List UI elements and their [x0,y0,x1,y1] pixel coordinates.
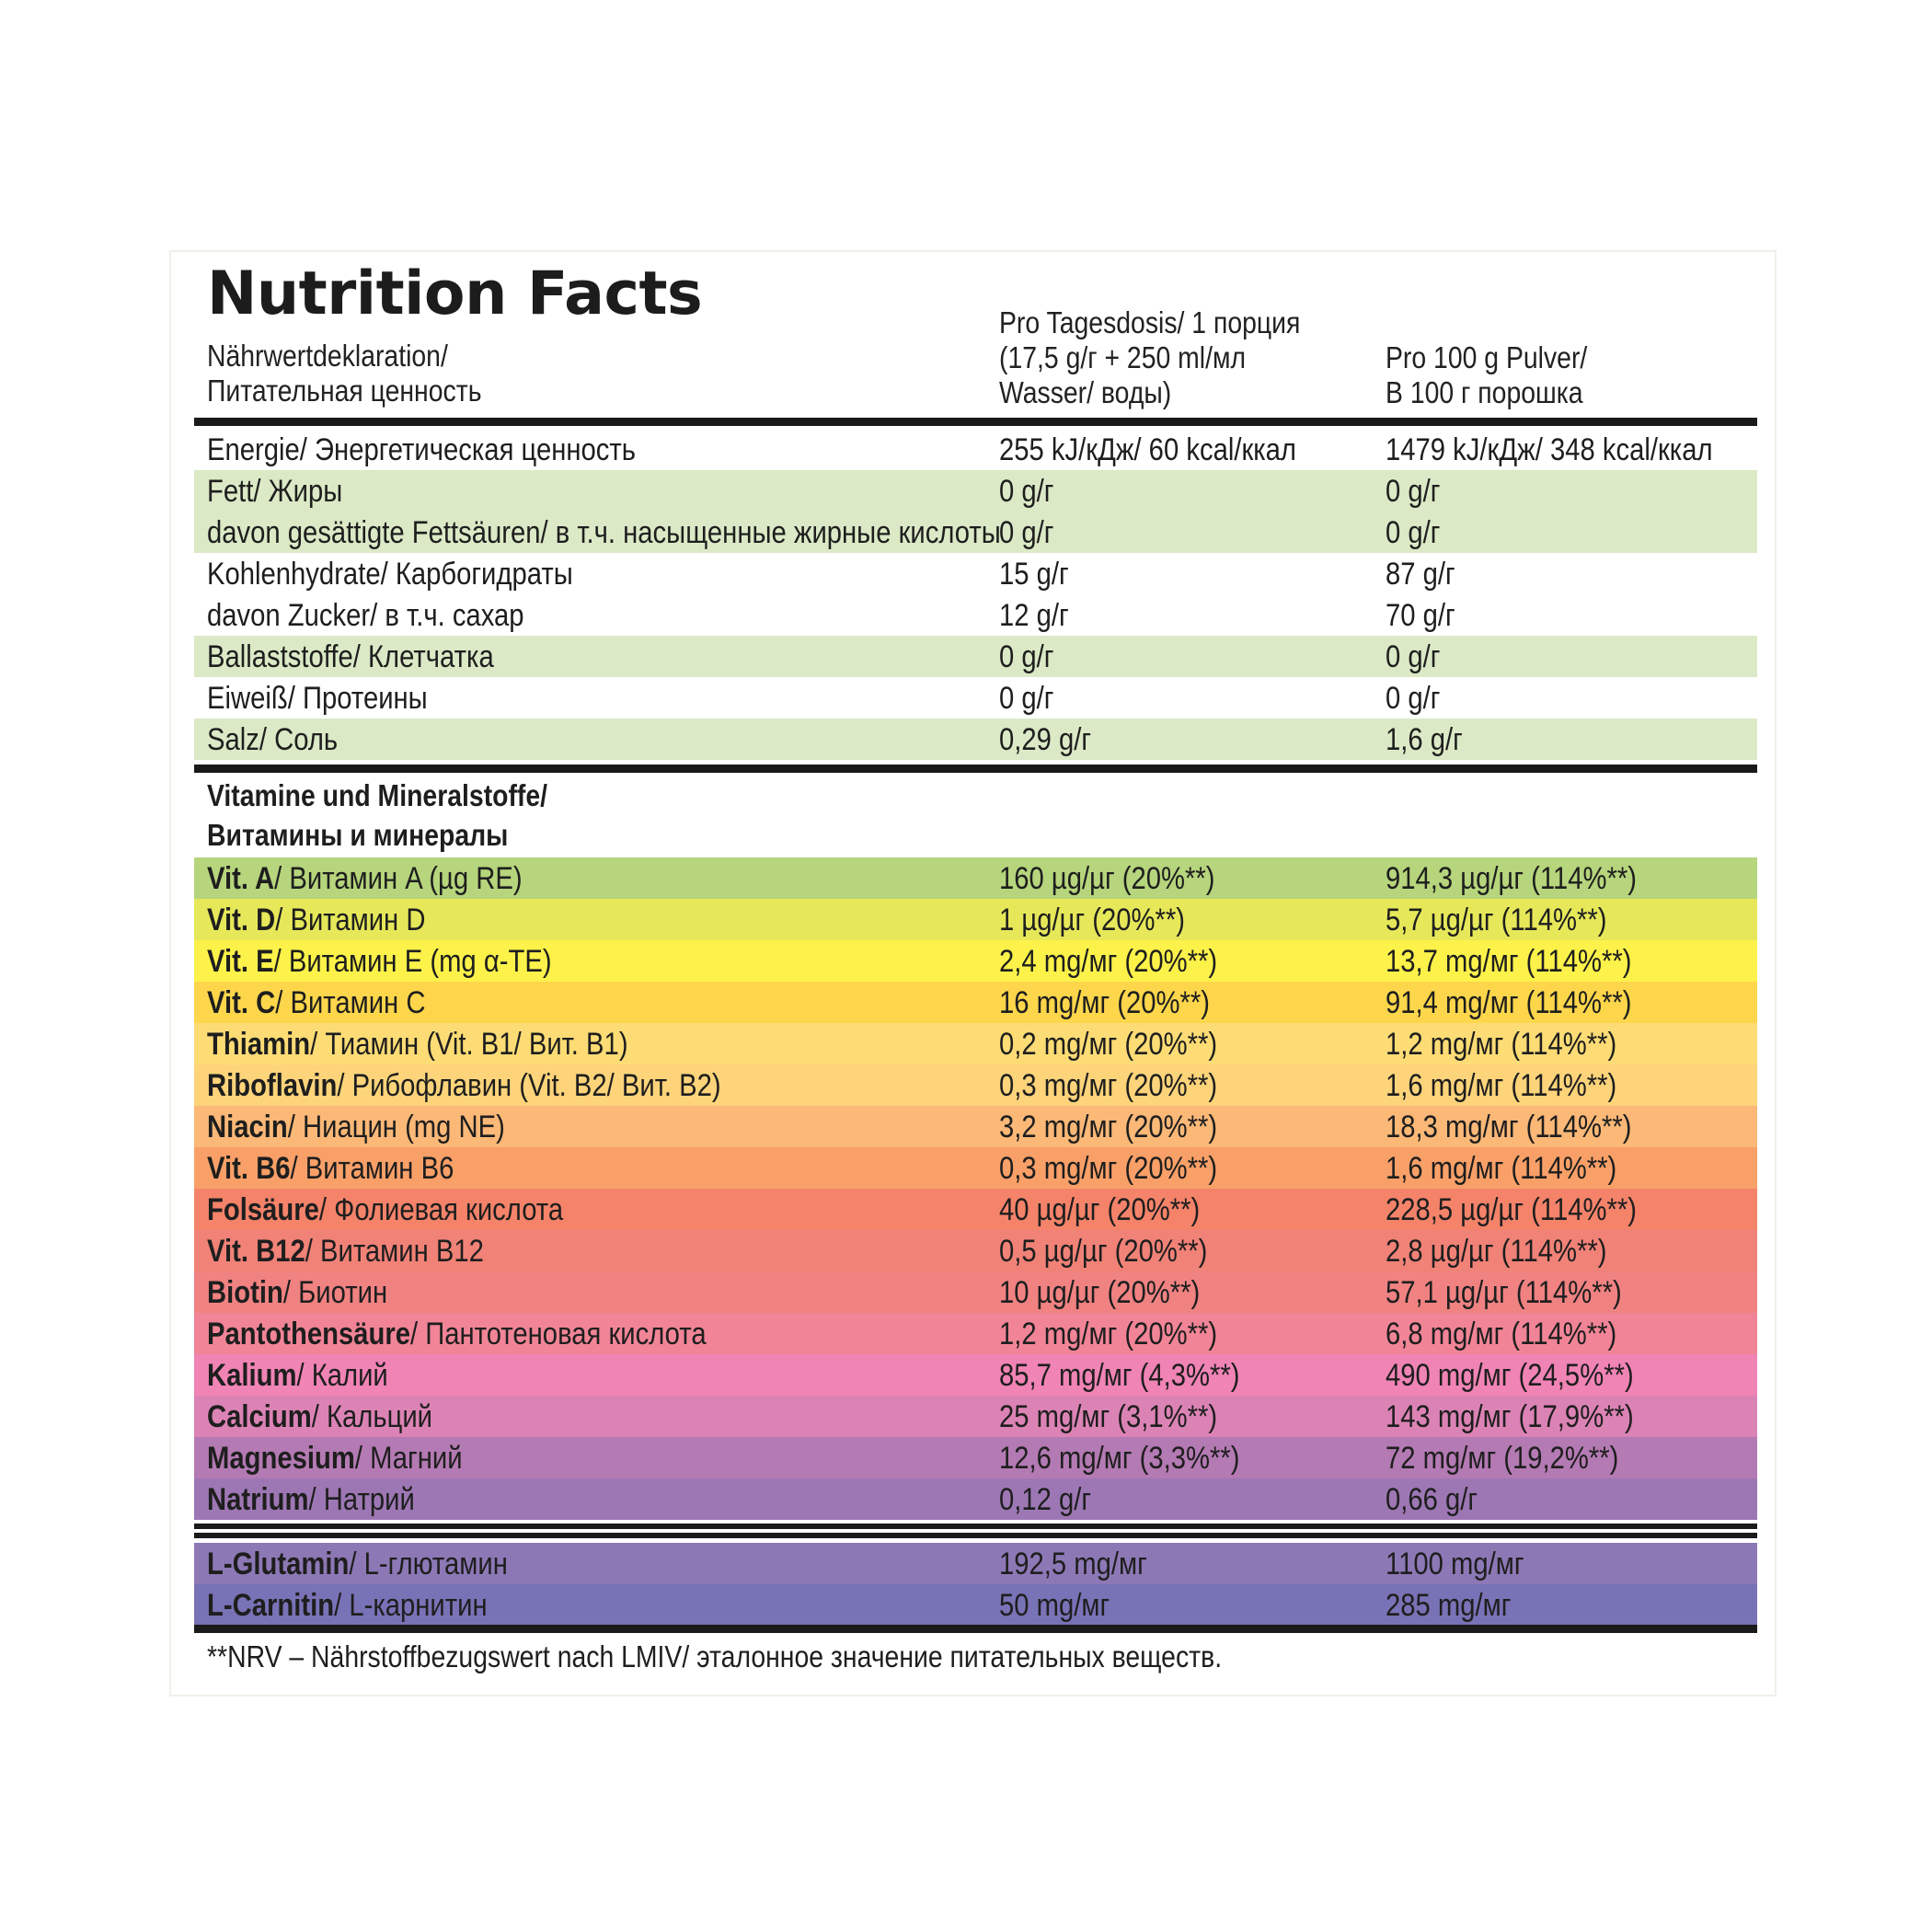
per-serving-value: 0,3 mg/мг (20%**) [999,1151,1218,1186]
section-divider [194,765,1757,773]
row-label-name: L-Glutamin [207,1547,350,1581]
row-label [207,1584,488,1626]
row-label-name: Folsäure [207,1192,319,1227]
row-label [207,1064,721,1106]
row-label-name: Natrium [207,1482,309,1517]
per-serving-value: 0,12 g/г [999,1482,1092,1517]
footnote: **NRV – Nährstoffbezugswert nach LMIV/ эталонное значение питательных веществ. [207,1639,1223,1673]
per-100g-value: 87 g/г [1386,557,1455,592]
row-label-detail: / L-карнитин [334,1588,488,1623]
row-label-name: Kalium [207,1358,297,1393]
per-100g-value: 228,5 µg/µг (114%**) [1386,1192,1638,1227]
per-serving-value: 10 µg/µг (20%**) [999,1275,1201,1310]
table-row [194,1584,1757,1626]
row-label-detail: / Калий [296,1358,388,1393]
table-row [194,940,1757,982]
per-100g-value: 914,3 µg/µг (114%**) [1386,861,1638,896]
per-100g-value: 490 mg/мг (24,5%**) [1386,1358,1634,1393]
per-100g-value: 0 g/г [1386,515,1441,550]
row-label [207,1230,484,1271]
per-100g-value: 1,6 g/г [1386,722,1463,757]
per-100g-value: 1,6 mg/мг (114%**) [1386,1151,1617,1186]
per-100g-value: 91,4 mg/мг (114%**) [1386,985,1632,1020]
row-label-detail: / Фолиевая кислота [318,1192,564,1227]
row-label [207,1543,508,1584]
table-row [194,1064,1757,1106]
table-row [194,1313,1757,1354]
row-label-detail: / Витамин D [275,903,426,937]
per-100g-value: 0 g/г [1386,639,1441,674]
per-100g-value: 143 mg/мг (17,9%**) [1386,1399,1634,1434]
row-label: Eiweiß/ Протеины [207,681,428,716]
per-100g-value: 0,66 g/г [1386,1482,1478,1517]
row-label [207,1189,563,1230]
per-serving-value: 192,5 mg/мг [999,1547,1147,1581]
table-row [194,1478,1757,1520]
per-100g-value: 1,2 mg/мг (114%**) [1386,1027,1617,1062]
table-row [194,429,1757,470]
row-label [207,857,523,899]
table-row [194,677,1757,719]
per-serving-value: 0 g/г [999,474,1054,509]
per-serving-value: 25 mg/мг (3,1%**) [999,1399,1218,1434]
table-row [194,899,1757,940]
per-serving-value: 12 g/г [999,598,1069,633]
row-label-detail: / Магний [354,1441,463,1476]
table-row [194,719,1757,760]
table-row [194,1189,1757,1230]
per-serving-value: 1 µg/µг (20%**) [999,903,1186,937]
row-label-detail: / L-глютамин [349,1547,508,1581]
row-label: Energie/ Энергетическая ценность [207,432,637,467]
row-label-detail: / Ниацин (mg NE) [287,1110,505,1144]
table-row [194,470,1757,512]
per-100g-value: 5,7 µg/µг (114%**) [1386,903,1607,937]
header-label-line1: Nährwertdeklaration/ [207,339,448,373]
per-serving-value: 0,5 µg/µг (20%**) [999,1234,1208,1269]
row-label [207,899,425,940]
per-serving-value: 85,7 mg/мг (4,3%**) [999,1358,1240,1393]
per-serving-value: 1,2 mg/мг (20%**) [999,1317,1218,1351]
row-label-name: Magnesium [207,1441,355,1476]
table-row [194,1396,1757,1437]
row-label: Salz/ Соль [207,722,339,757]
row-label-name: Vit. B12 [207,1234,305,1269]
per-serving-value: 0,3 mg/мг (20%**) [999,1068,1218,1103]
per-100g-value: 1100 mg/мг [1386,1547,1524,1581]
row-label-name: Biotin [207,1275,283,1310]
row-label-detail: / Рибофлавин (Vit. B2/ Вит. B2) [337,1068,721,1103]
row-label-name: Vit. D [207,903,276,937]
row-label-detail: / Натрий [308,1482,415,1517]
table-row [194,1271,1757,1313]
row-label [207,940,552,982]
page-title: Nutrition Facts [207,259,703,328]
per-serving-value: 12,6 mg/мг (3,3%**) [999,1441,1240,1476]
per-100g-value: 0 g/г [1386,474,1441,509]
per-100g-value: 1479 kJ/кДж/ 348 kcal/ккал [1386,432,1713,467]
row-label [207,1354,388,1396]
row-label-name: Riboflavin [207,1068,338,1103]
row-label-detail: / Биотин [282,1275,388,1310]
per-100g-value: 285 mg/мг [1386,1588,1512,1623]
per-serving-value: 50 mg/мг [999,1588,1110,1623]
row-label-detail: / Тиамин (Vit. B1/ Вит. B1) [310,1027,628,1062]
header-per-serving-line2: (17,5 g/г + 250 ml/мл [999,340,1247,374]
per-serving-value: 2,4 mg/мг (20%**) [999,944,1218,979]
per-100g-value: 13,7 mg/мг (114%**) [1386,944,1632,979]
row-label [207,1437,463,1478]
table-row [194,1147,1757,1189]
row-label-detail: / Витамин C [275,985,426,1020]
row-label [207,1396,432,1437]
per-serving-value: 0,2 mg/мг (20%**) [999,1027,1218,1062]
per-serving-value: 16 mg/мг (20%**) [999,985,1211,1020]
per-serving-value: 160 µg/µг (20%**) [999,861,1215,896]
row-label [207,982,425,1023]
row-label [207,1106,505,1147]
footer-divider [194,1625,1757,1633]
per-100g-value: 0 g/г [1386,681,1441,716]
per-serving-value: 0 g/г [999,515,1054,550]
row-label [207,1023,628,1064]
table-row [194,1543,1757,1584]
per-serving-value: 40 µg/µг (20%**) [999,1192,1201,1227]
per-100g-value: 57,1 µg/µг (114%**) [1386,1275,1622,1310]
per-100g-value: 1,6 mg/мг (114%**) [1386,1068,1617,1103]
row-label-detail: / Пантотеновая кислота [409,1317,707,1351]
row-label-detail: / Витамин B6 [290,1151,454,1186]
header-per-serving-line3: Wasser/ воды) [999,375,1172,409]
header-per-serving-line1: Pro Tagesdosis/ 1 порция [999,305,1301,339]
row-label: davon Zucker/ в т.ч. сахар [207,598,524,633]
per-serving-value: 0,29 g/г [999,722,1092,757]
per-serving-value: 3,2 mg/мг (20%**) [999,1110,1218,1144]
row-label-name: Vit. C [207,985,276,1020]
per-100g-value: 72 mg/мг (19,2%**) [1386,1441,1619,1476]
amino-divider-bottom [194,1533,1757,1538]
per-serving-value: 0 g/г [999,681,1054,716]
row-label-detail: / Витамин A (µg RE) [274,861,523,896]
table-row [194,594,1757,636]
row-label [207,1147,454,1189]
row-label-name: Thiamin [207,1027,311,1062]
table-row [194,512,1757,553]
row-label-name: Vit. A [207,861,275,896]
row-label: Fett/ Жиры [207,474,343,509]
row-label: davon gesättigte Fettsäuren/ в т.ч. насыщенные жирные кислоты [207,515,1001,550]
row-label [207,1478,415,1520]
row-label-detail: / Витамин B12 [305,1234,484,1269]
per-serving-value: 15 g/г [999,557,1069,592]
table-row [194,1437,1757,1478]
table-row [194,1106,1757,1147]
per-serving-value: 0 g/г [999,639,1054,674]
per-100g-value: 18,3 mg/мг (114%**) [1386,1110,1632,1144]
vitamins-heading-line1: Vitamine und Mineralstoffe/ [207,778,548,812]
row-label: Kohlenhydrate/ Карбогидраты [207,557,573,592]
header-divider [194,418,1757,426]
table-row [194,1230,1757,1271]
row-label [207,1271,387,1313]
table-row [194,1023,1757,1064]
row-label-name: Calcium [207,1399,312,1434]
row-label-detail: / Кальций [311,1399,433,1434]
amino-divider-top [194,1524,1757,1529]
header-per-100g-line2: В 100 г порошка [1386,375,1583,409]
header-label-line2: Питательная ценность [207,374,482,408]
row-label-name: Vit. B6 [207,1151,291,1186]
per-100g-value: 70 g/г [1386,598,1455,633]
table-row [194,857,1757,899]
table-row [194,982,1757,1023]
table-row [194,553,1757,594]
table-row [194,1354,1757,1396]
vitamins-heading-line2: Витамины и минералы [207,818,509,852]
header-per-100g-line1: Pro 100 g Pulver/ [1386,340,1588,374]
row-label-name: Pantothensäure [207,1317,410,1351]
per-serving-value: 255 kJ/кДж/ 60 kcal/ккал [999,432,1296,467]
row-label-detail: / Витамин E (mg α-TE) [273,944,552,979]
row-label [207,1313,707,1354]
row-label-name: L-Carnitin [207,1588,335,1623]
per-100g-value: 6,8 mg/мг (114%**) [1386,1317,1617,1351]
row-label: Ballaststoffe/ Клетчатка [207,639,494,674]
row-label-name: Vit. E [207,944,274,979]
row-label-name: Niacin [207,1110,288,1144]
table-row [194,636,1757,677]
per-100g-value: 2,8 µg/µг (114%**) [1386,1234,1607,1269]
